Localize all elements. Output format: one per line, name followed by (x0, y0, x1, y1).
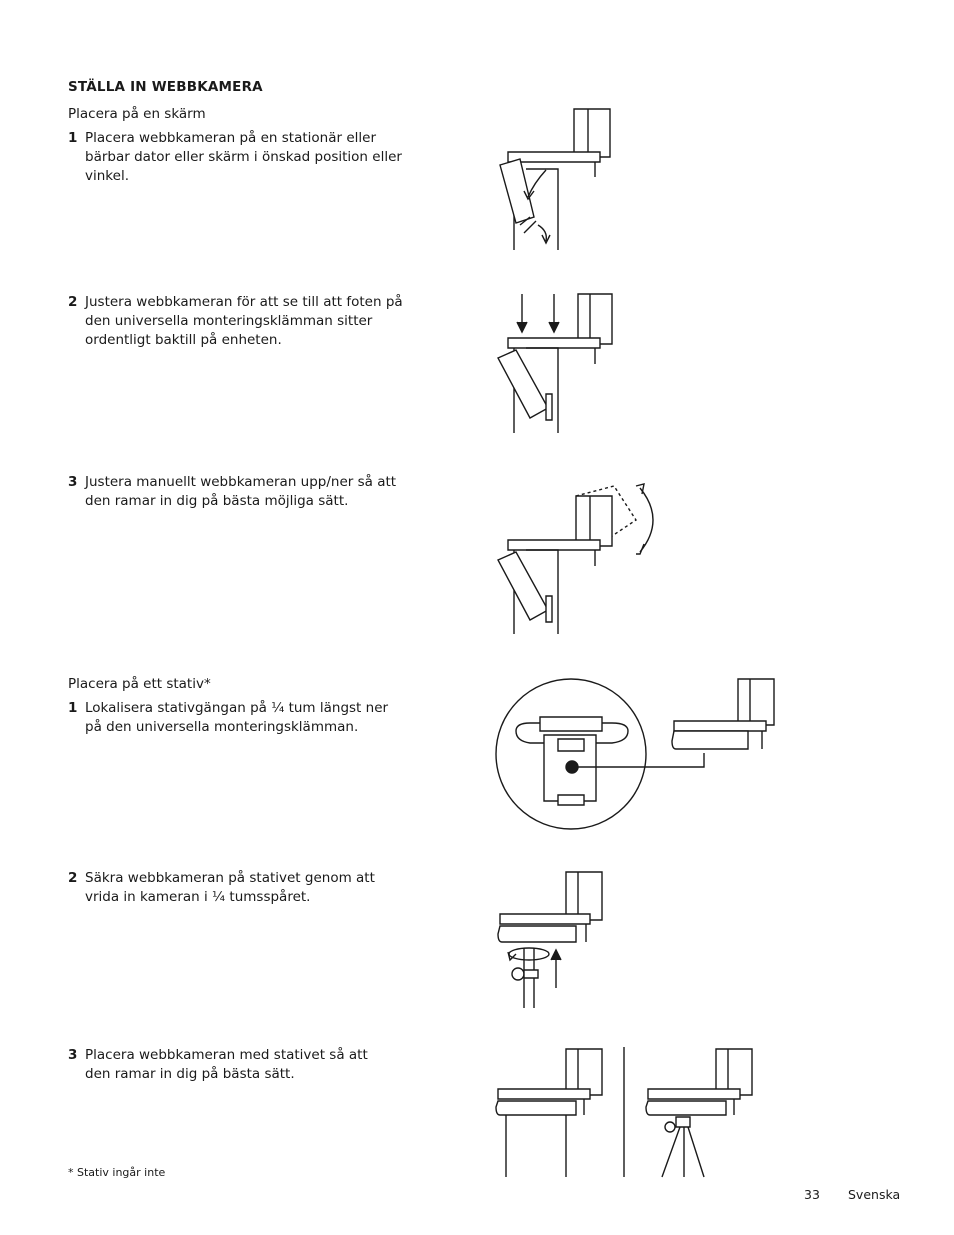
mount-top (508, 338, 600, 348)
illustration-monitor-tilt (490, 480, 670, 638)
step-text: Justera webbkameran för att se till att foten på den universella monteringsklämman sitter ordentligt baktill på enheten. (85, 294, 403, 348)
fold-arrow-small (538, 225, 546, 241)
tilt-arrow (640, 488, 653, 552)
mount-top (500, 914, 590, 924)
step-text: Säkra webbkameran på stativet genom att vrida in kameran i ¼ tumsspåret. (85, 870, 375, 905)
mount-foot (646, 1101, 726, 1115)
webcam-body (716, 1049, 752, 1095)
mount-top (674, 721, 766, 731)
tripod-head (676, 1117, 690, 1127)
footnote: * Stativ ingår inte (68, 1166, 166, 1179)
step-text: Justera manuellt webbkameran upp/ner så att den ramar in dig på bästa möjliga sätt. (85, 474, 397, 509)
mount-foot (496, 1101, 576, 1115)
page-title: STÄLLA IN WEBBKAMERA (68, 79, 263, 95)
language-label: Svenska (848, 1187, 901, 1202)
illustration-tripod-thread (496, 675, 786, 833)
mount-top (498, 1089, 590, 1099)
fold-arrow (528, 170, 546, 197)
webcam-body (578, 294, 612, 344)
illustration-monitor-secure (490, 288, 630, 436)
step-text: Lokalisera stativgängan på ¼ tum längst ner på den universella monteringsklämman. (85, 700, 389, 735)
mount-top (508, 540, 600, 550)
arrow-down-icon (517, 322, 527, 332)
monitor-step-3 (68, 473, 428, 511)
webcam-body (576, 496, 612, 546)
webcam-body (566, 1049, 602, 1095)
monitor-step-1 (68, 129, 428, 186)
tripod-step-3 (68, 1046, 428, 1084)
mount-foot (498, 350, 548, 418)
mount-foot (498, 926, 576, 942)
webcam-body (574, 109, 610, 157)
step-number: 2 (68, 294, 78, 310)
webcam-body (738, 679, 774, 725)
illustration-tripod-screw (494, 868, 614, 1008)
mount-foot (672, 731, 748, 749)
mount-foot (498, 552, 548, 620)
section-title-monitor: Placera på en skärm (68, 106, 206, 122)
step-number: 1 (68, 700, 78, 716)
rotate-arrow-icon (509, 948, 549, 960)
step-number: 2 (68, 870, 78, 886)
page-number: 33 (804, 1187, 820, 1202)
step-number: 1 (68, 130, 78, 146)
step-text: Placera webbkameran med stativet så att den ramar in dig på bästa sätt. (85, 1047, 368, 1082)
mount-top (508, 152, 600, 162)
step-number: 3 (68, 474, 78, 490)
arrow-up-icon (551, 950, 561, 960)
mount-pad (546, 596, 552, 622)
mount-pad (546, 394, 552, 420)
monitor-edge (506, 1115, 566, 1177)
illustration-tripod-placement (494, 1045, 762, 1179)
step-text: Placera webbkameran på en stationär eller bärbar dator eller skärm i önskad position eller vinkel. (85, 130, 402, 184)
step-number: 3 (68, 1047, 78, 1063)
mount-top (648, 1089, 740, 1099)
tripod-knob (512, 968, 524, 980)
monitor-step-2 (68, 293, 428, 350)
arrow-down-icon (549, 322, 559, 332)
tripod-legs (662, 1127, 704, 1177)
webcam-body (566, 872, 602, 920)
illustration-monitor-place (490, 105, 630, 255)
tripod-step-1 (68, 699, 428, 737)
section-title-tripod: Placera på ett stativ* (68, 676, 211, 692)
tripod-step-2 (68, 869, 428, 907)
